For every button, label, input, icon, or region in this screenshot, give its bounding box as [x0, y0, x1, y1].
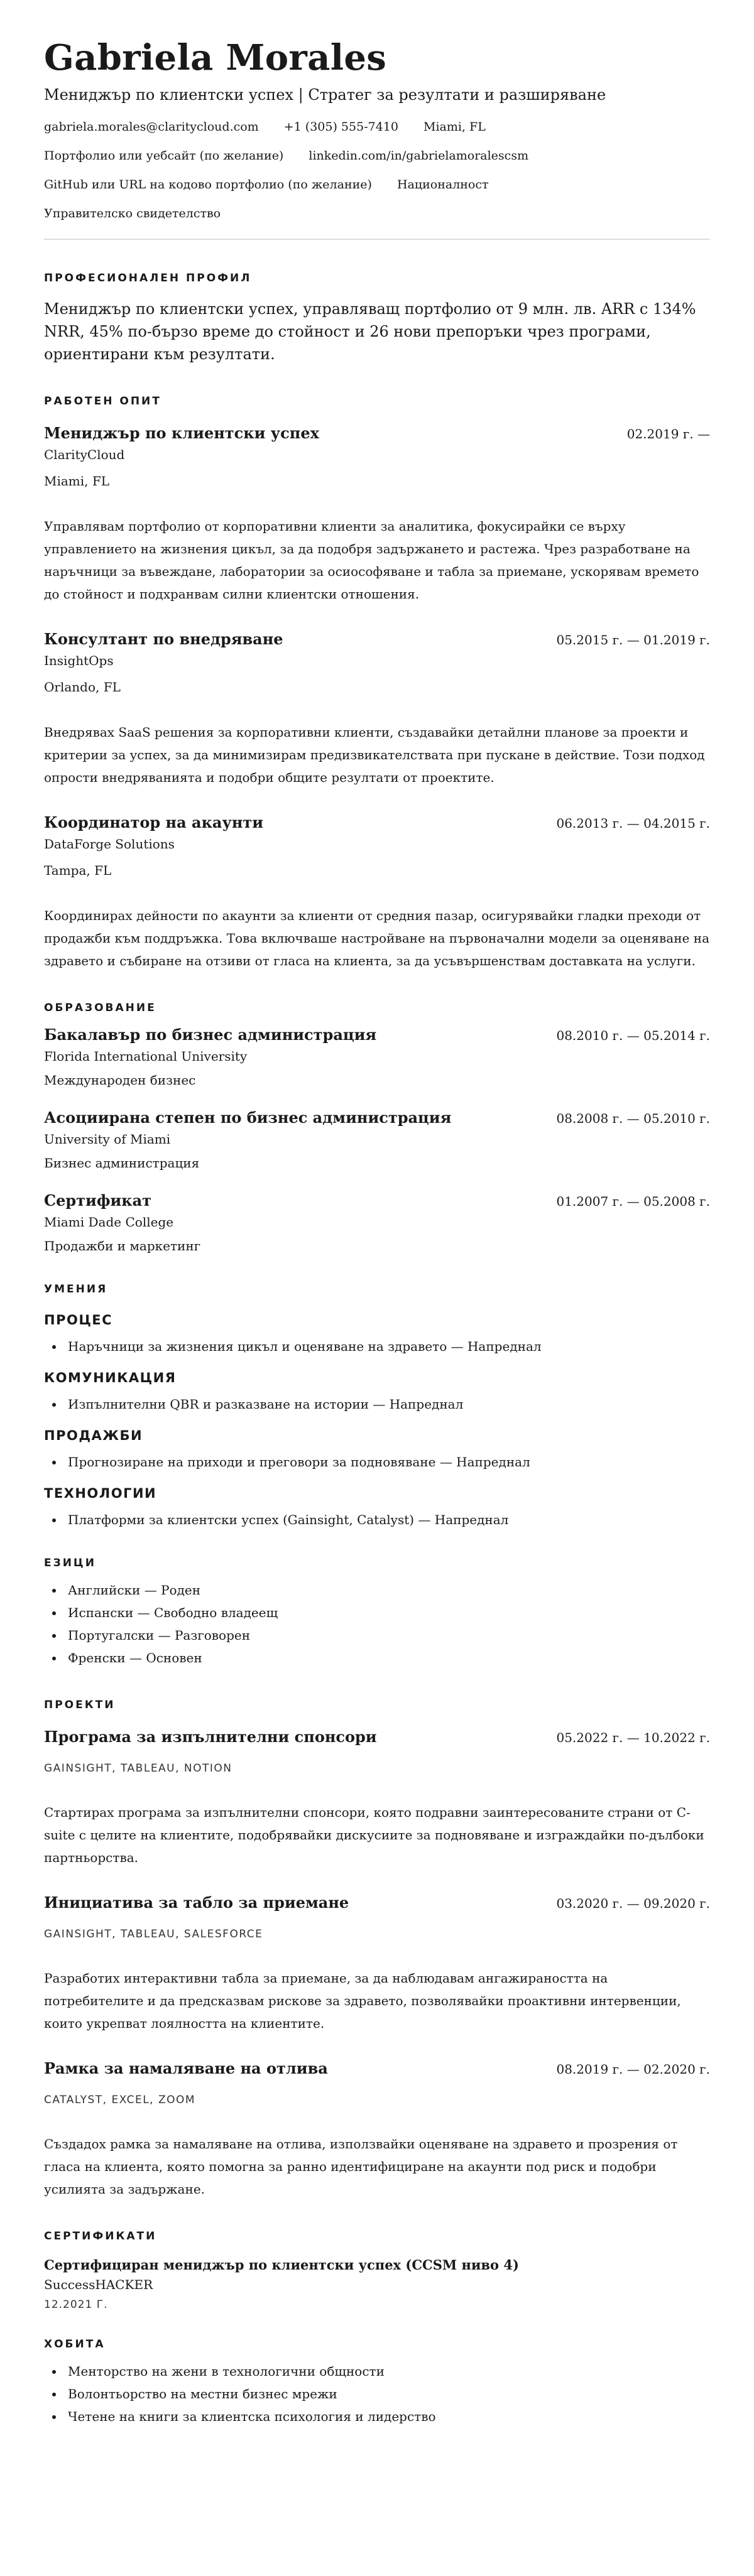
- project-name: Програма за изпълнителни спонсори: [44, 1728, 377, 1746]
- candidate-name: Gabriela Morales: [44, 37, 387, 78]
- skill-category: [44, 1427, 710, 1473]
- job-title: Мениджър по клиентски успех: [44, 424, 319, 442]
- education-item: [44, 1108, 710, 1172]
- education-item: [44, 1191, 710, 1255]
- portfolio-link[interactable]: Портфолио или уебсайт (по желание): [44, 149, 284, 163]
- languages-section: [44, 1556, 710, 1669]
- hobby-item: • Менторство на жени в технологични общности: [64, 2360, 710, 2383]
- project-item: [44, 1893, 710, 2035]
- field-of-study: Бизнес администрация: [44, 1155, 200, 1171]
- school-name: University of Miami: [44, 1132, 171, 1147]
- skill-category-name: ПРОДАЖБИ: [44, 1428, 143, 1443]
- job-description: Управлявам портфолио от корпоративни клиенти за аналитика, фокусирайки се върху управлението на жизнения цикъл, за да подобря задържането и растежа. Чрез разработване на наръчници за въвеждане, лаборатории за осиософяване и табла за приемане, ускорявам времето до стойност и подхранвам силни клиентски отношения.: [44, 519, 699, 602]
- contact-line-3: [44, 176, 710, 193]
- degree-title: Бакалавър по бизнес администрация: [44, 1026, 377, 1044]
- project-item: [44, 1727, 710, 1869]
- experience-item: [44, 423, 710, 605]
- school-name: Florida International University: [44, 1049, 248, 1064]
- profile-summary: Мениджър по клиентски успех, управляващ портфолио от 9 млн. лв. ARR с 134% NRR, 45% по-бързо време до стойност и 26 нови препоръки чрез програми, ориентирани към резултати.: [44, 300, 696, 363]
- skill-item: • Наръчници за жизнения цикъл и оценяване на здравето — Напреднал: [64, 1335, 710, 1358]
- company-name: ClarityCloud: [44, 447, 125, 462]
- headline: Мениджър по клиентски успех | Стратег за резултати и разширяване: [44, 86, 606, 104]
- project-name: Рамка за намаляване на отлива: [44, 2059, 328, 2077]
- skill-category-name: КОМУНИКАЦИЯ: [44, 1370, 177, 1385]
- project-description: Стартирах програма за изпълнителни спонсори, която подравни заинтересованите страни от C-suite с целите на клиентите, подобрявайки дискусиите за подновяване и изграждайки по-дълбоки партньорства.: [44, 1805, 704, 1865]
- experience-section: [44, 394, 710, 972]
- section-title-skills: УМЕНИЯ: [44, 1283, 108, 1296]
- project-tech: GAINSIGHT, TABLEAU, NOTION: [44, 1762, 232, 1775]
- language-list: [44, 1579, 710, 1669]
- certificate-date: 12.2021 Г.: [44, 2298, 108, 2311]
- project-date: 05.2022 г. — 10.2022 г.: [556, 1730, 710, 1745]
- job-location: Miami, FL: [44, 474, 110, 489]
- field-of-study: Международен бизнес: [44, 1073, 196, 1088]
- skill-list: [44, 1335, 710, 1358]
- skill-list: [44, 1393, 710, 1415]
- skill-list: [44, 1451, 710, 1473]
- linkedin-link[interactable]: linkedin.com/in/gabrielamoralescsm: [309, 149, 529, 163]
- field-of-study: Продажби и маркетинг: [44, 1238, 201, 1253]
- section-title-hobbies: ХОБИТА: [44, 2338, 106, 2351]
- contact-line-1: [44, 118, 710, 136]
- section-title-experience: РАБОТЕН ОПИТ: [44, 395, 161, 408]
- job-description: Координирах дейности по акаунти за клиенти от средния пазар, осигурявайки гладки преходи от продажби към поддръжка. Това включваше настройване на първоначални модели за оценяване на здравето и събиране на отзиви от гласа на клиента, за да усъвършенствам доставката на услуги.: [44, 908, 710, 968]
- hobby-list: [44, 2360, 710, 2428]
- contact-line-2: [44, 147, 710, 165]
- skill-item: • Платформи за клиентски успех (Gainsight, Catalyst) — Напреднал: [64, 1508, 710, 1531]
- project-tech: GAINSIGHT, TABLEAU, SALESFORCE: [44, 1928, 263, 1940]
- license-text: Управителско свидетелство: [44, 207, 221, 220]
- job-title: Координатор на акаунти: [44, 813, 264, 831]
- profile-section: [44, 271, 710, 365]
- job-title: Консултант по внедряване: [44, 630, 283, 648]
- hobbies-section: [44, 2337, 710, 2428]
- phone-link[interactable]: +1 (305) 555-7410: [283, 120, 398, 134]
- project-date: 08.2019 г. — 02.2020 г.: [556, 2062, 710, 2077]
- section-title-certificates: СЕРТИФИКАТИ: [44, 2230, 157, 2243]
- language-item: • Английски — Роден: [64, 1579, 710, 1601]
- education-date: 08.2008 г. — 05.2010 г.: [556, 1111, 710, 1126]
- experience-item: [44, 629, 710, 789]
- hobby-item: • Волонтьорство на местни бизнес мрежи: [64, 2383, 710, 2405]
- location-text: Miami, FL: [423, 120, 486, 134]
- skill-item: • Прогнозиране на приходи и преговори за подновяване — Напреднал: [64, 1451, 710, 1473]
- project-description: Създадох рамка за намаляване на отлива, използвайки оценяване на здравето и прозрения от гласа на клиента, която помогна за ранно идентифициране на акаунти под риск и подобри усилията за задържане.: [44, 2136, 678, 2197]
- certificate-name: Сертифициран мениджър по клиентски успех (CCSM ниво 4): [44, 2257, 519, 2273]
- skill-list: [44, 1508, 710, 1531]
- section-title-languages: ЕЗИЦИ: [44, 1557, 96, 1569]
- resume-header: [44, 38, 710, 222]
- section-title-profile: ПРОФЕСИОНАЛЕН ПРОФИЛ: [44, 272, 252, 284]
- contact-line-4: [44, 205, 710, 222]
- section-title-education: ОБРАЗОВАНИЕ: [44, 1002, 156, 1014]
- language-item: • Испански — Свободно владеещ: [64, 1601, 710, 1624]
- company-name: DataForge Solutions: [44, 836, 175, 852]
- job-date: 02.2019 г. —: [626, 426, 710, 441]
- project-date: 03.2020 г. — 09.2020 г.: [556, 1896, 710, 1911]
- company-name: InsightOps: [44, 653, 114, 668]
- job-date: 05.2015 г. — 01.2019 г.: [556, 632, 710, 647]
- education-date: 01.2007 г. — 05.2008 г.: [556, 1194, 710, 1209]
- job-location: Tampa, FL: [44, 863, 112, 878]
- skill-category-name: ТЕХНОЛОГИИ: [44, 1486, 157, 1501]
- project-name: Инициатива за табло за приемане: [44, 1893, 349, 1912]
- hobby-item: • Четене на книги за клиентска психология и лидерство: [64, 2405, 710, 2428]
- skills-section: [44, 1282, 710, 1531]
- email-link[interactable]: gabriela.morales@claritycloud.com: [44, 120, 259, 134]
- project-tech: CATALYST, EXCEL, ZOOM: [44, 2094, 196, 2106]
- experience-item: [44, 813, 710, 972]
- certificate-issuer: SuccessHACKER: [44, 2277, 153, 2292]
- skill-category: [44, 1369, 710, 1415]
- school-name: Miami Dade College: [44, 1215, 174, 1230]
- skill-category: [44, 1311, 710, 1358]
- certificate-item: [44, 2256, 710, 2312]
- section-title-projects: ПРОЕКТИ: [44, 1699, 116, 1711]
- degree-title: Сертификат: [44, 1191, 152, 1210]
- education-section: [44, 1001, 710, 1255]
- projects-section: [44, 1698, 710, 2200]
- job-description: Внедрявах SaaS решения за корпоративни клиенти, създавайки детайлни планове за проекти и критерии за успех, за да минимизирам предизвикателствата при пускане в действие. Този подход опрости внедряванията и подобри общите резултати от проектите.: [44, 725, 705, 785]
- header-divider: [44, 239, 710, 240]
- nationality-text: Националност: [396, 178, 489, 192]
- github-link[interactable]: GitHub или URL на кодово портфолио (по желание): [44, 178, 372, 192]
- skill-item: • Изпълнителни QBR и разказване на истории — Напреднал: [64, 1393, 710, 1415]
- skill-category: [44, 1485, 710, 1531]
- job-location: Orlando, FL: [44, 679, 121, 695]
- language-item: • Френски — Основен: [64, 1647, 710, 1669]
- project-description: Разработих интерактивни табла за приемане, за да наблюдавам ангажираността на потребителите и да предсказвам рискове за здравето, позволявайки проактивни интервенции, които укрепват лоялността на клиентите.: [44, 1971, 681, 2031]
- project-item: [44, 2059, 710, 2200]
- skill-category-name: ПРОЦЕС: [44, 1312, 113, 1328]
- certificates-section: [44, 2229, 710, 2312]
- language-item: • Португалски — Разговорен: [64, 1624, 710, 1647]
- job-date: 06.2013 г. — 04.2015 г.: [556, 816, 710, 831]
- education-date: 08.2010 г. — 05.2014 г.: [556, 1028, 710, 1043]
- degree-title: Асоциирана степен по бизнес администрация: [44, 1108, 452, 1127]
- education-item: [44, 1025, 710, 1089]
